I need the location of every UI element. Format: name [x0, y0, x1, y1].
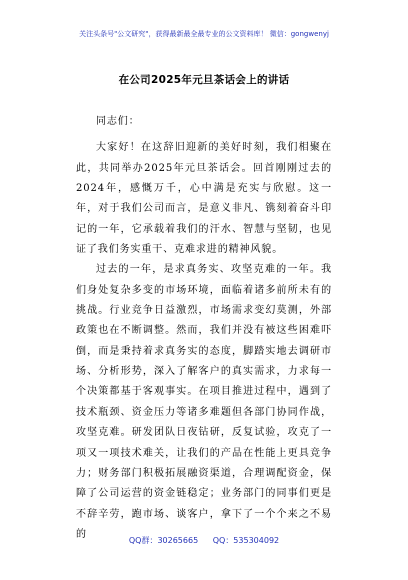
- page-header-notice: 关注头条号"公文研究"，获得最新最全最专业的公文资料库！ 微信：gongwenyj: [79, 30, 329, 38]
- document-title: 在公司2025年元旦茶话会上的讲话: [118, 74, 290, 86]
- document-body: [76, 112, 332, 545]
- paragraph-1: 大家好！在这辞旧迎新的美好时刻，我们相聚在此，共同举办2025年元旦茶话会。回首刚刚过去的2024年，感慨万千，心中满是充实与欣慰。这一年，对于我们公司而言，是意义非凡、镌刻着奋斗印记的一年，它承载着我们的汗水、智慧与坚韧，也见证了我们务实重干、克难求进的精神风貌。: [76, 142, 332, 256]
- footer-qq-number: QQ：535304092: [212, 536, 280, 545]
- salutation: 同志们：: [96, 116, 140, 127]
- footer-qq-group: QQ群：30265665: [128, 536, 199, 545]
- paragraph-2: 过去的一年，是求真务实、攻坚克难的一年。我们身处复杂多变的市场环境，面临着诸多前所未有的挑战。行业竞争日益激烈，市场需求变幻莫测，外部政策也在不断调整。然而，我们并没有被这些困难吓倒，而是秉持着求真务实的态度，脚踏实地去调研市场、分析形势，深入了解客户的真实需求，力求每一个决策都基于客观事实。在项目推进过程中，遇到了技术瓶颈、资金压力等诸多难题但各部门协同作战，攻坚克难。研发团队日夜钻研，反复试验，攻克了一项又一项技术难关，让我们的产品在性能上更具竞争力；财务部门积极拓展融资渠道，合理调配资金，保障了公司运营的资金链稳定；业务部门的同事们更是不辞辛劳，跑市场、谈客户，拿下了一个个来之不易的: [76, 264, 332, 540]
- page-footer-contacts: [0, 535, 408, 546]
